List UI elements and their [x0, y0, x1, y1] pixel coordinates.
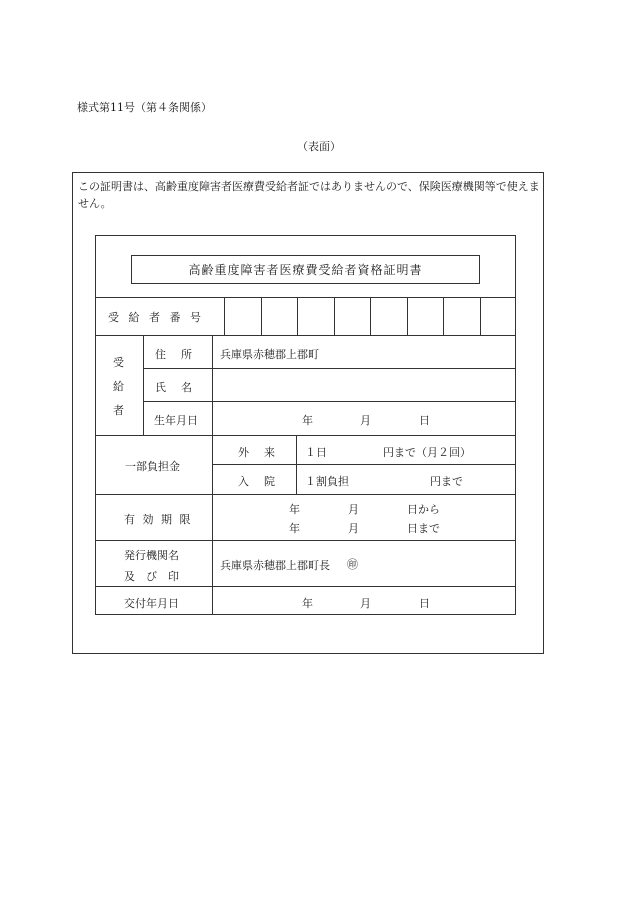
row-divider — [95, 494, 516, 495]
front-side-label: （表面） — [297, 140, 341, 153]
column-divider — [370, 297, 371, 335]
address-label: 住 所 — [155, 348, 194, 361]
address-value: 兵庫県赤穂郡上郡町 — [220, 348, 319, 361]
validity-to-month: 月 — [348, 522, 359, 535]
row-divider — [95, 297, 516, 298]
seal-mark: ㊞ — [347, 558, 358, 571]
row-divider — [212, 464, 516, 465]
recipient-group-label-2: 給 — [113, 380, 124, 393]
inpatient-value: １割負担 — [305, 475, 349, 488]
issuer-label-line1: 発行機関名 — [124, 549, 179, 562]
issuer-label-line2: 及 び 印 — [124, 570, 179, 583]
column-divider — [224, 297, 225, 335]
issuer-value: 兵庫県赤穂郡上郡町長 — [220, 559, 330, 572]
issue-date-month: 月 — [360, 597, 371, 610]
recipient-group-label-1: 受 — [113, 356, 124, 369]
column-divider — [212, 335, 213, 615]
name-label: 氏 名 — [155, 381, 194, 394]
column-divider — [297, 297, 298, 335]
inpatient-label: 入 院 — [238, 475, 277, 488]
inpatient-suffix: 円まで — [430, 475, 463, 488]
row-divider — [95, 586, 516, 587]
outpatient-label: 外 来 — [238, 446, 277, 459]
birthdate-day: 日 — [419, 414, 430, 427]
form-number: 様式第11号（第４条関係） — [77, 101, 212, 114]
row-divider — [95, 435, 516, 436]
usage-notice: この証明書は、高齢重度障害者医療費受給者証ではありませんので、保険医療機関等で使えません。 — [78, 180, 540, 210]
issue-date-year: 年 — [302, 597, 313, 610]
row-divider — [143, 401, 516, 402]
column-divider — [143, 335, 144, 435]
column-divider — [407, 297, 408, 335]
validity-to-year: 年 — [289, 522, 300, 535]
column-divider — [480, 297, 481, 335]
column-divider — [443, 297, 444, 335]
row-divider — [143, 368, 516, 369]
copay-label: 一部負担金 — [125, 460, 180, 473]
birthdate-year: 年 — [302, 414, 313, 427]
certificate-title: 高齢重度障害者医療費受給者資格証明書 — [131, 255, 480, 284]
recipient-group-label-3: 者 — [113, 404, 124, 417]
validity-label: 有 効 期 限 — [124, 513, 193, 526]
column-divider — [296, 435, 297, 494]
outpatient-suffix: 円まで（月２回） — [383, 446, 471, 459]
column-divider — [261, 297, 262, 335]
validity-from-month: 月 — [348, 503, 359, 516]
row-divider — [95, 540, 516, 541]
row-divider — [95, 335, 516, 336]
recipient-number-label: 受 給 者 番 号 — [108, 311, 204, 324]
validity-from-day: 日から — [407, 503, 440, 516]
outpatient-value: １日 — [305, 446, 327, 459]
birthdate-month: 月 — [360, 414, 371, 427]
column-divider — [334, 297, 335, 335]
birthdate-label: 生年月日 — [154, 414, 198, 427]
validity-to-day: 日まで — [407, 522, 440, 535]
validity-from-year: 年 — [289, 503, 300, 516]
issue-date-day: 日 — [419, 597, 430, 610]
issue-date-label: 交付年月日 — [124, 597, 179, 610]
